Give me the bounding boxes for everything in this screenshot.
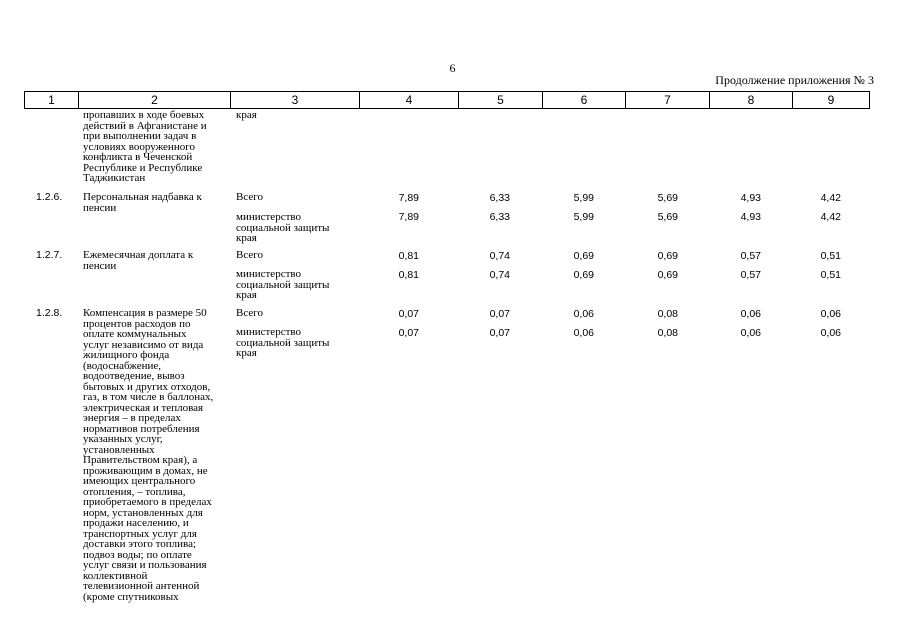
row-category-total: Всего [236,249,263,261]
value-total-col-7: 5,69 [657,192,678,204]
row-category-total: Всего [236,191,263,203]
value-total-col-9: 0,51 [820,250,841,262]
value-ministry-col-9: 0,51 [820,269,841,281]
value-ministry-col-4: 0,81 [398,269,419,281]
value-total-col-9: 4,42 [820,192,841,204]
row-description: Компенсация в размере 50 процентов расходов по оплате коммунальных услуг независимо от вида жилищного фонда (водоснабжение, водоотведение, вывоз бытовых и других отходов, газ, в том числе в баллонах, электрическая и тепловая энергия – в пределах нормативов потребления указанных услуг, установленных Правительством края), а проживающим в домах, не имеющих центрального отопления, – топлива, приобретаемого в пределах норм, установленных для продажи населению, и транспортных услуг для доставки этого топлива; подвоз воды; по оплате услуг связи и пользования коллективной телевизионной антенной (кроме спутниковых [83,307,214,603]
value-total-col-6: 5,99 [573,192,594,204]
row-category-ministry: министерство социальной защиты края [236,268,330,301]
row-index: 1.2.6. [36,191,63,203]
value-ministry-col-8: 0,06 [740,327,761,339]
carryover-description: пропавших в ходе боевых действий в Афганистане и при выполнении задач в условиях вооруженного конфликта в Чеченской Республике и Республике Таджикистан [83,109,207,184]
value-total-col-4: 0,81 [398,250,419,262]
value-ministry-col-4: 0,07 [398,327,419,339]
value-total-col-7: 0,69 [657,250,678,262]
value-ministry-col-6: 5,99 [573,211,594,223]
header-col-5: 5 [459,92,543,109]
value-total-col-5: 0,74 [489,250,510,262]
header-col-4: 4 [360,92,459,109]
value-ministry-col-6: 0,06 [573,327,594,339]
value-ministry-col-5: 0,74 [489,269,510,281]
value-ministry-col-7: 0,08 [657,327,678,339]
value-ministry-col-8: 0,57 [740,269,761,281]
value-ministry-col-5: 6,33 [489,211,510,223]
header-col-3: 3 [231,92,360,109]
header-col-8: 8 [710,92,793,109]
header-col-7: 7 [626,92,710,109]
value-total-col-5: 6,33 [489,192,510,204]
carryover-category: края [236,109,257,121]
row-category-ministry: министерство социальной защиты края [236,326,330,359]
header-col-9: 9 [793,92,870,109]
value-total-col-8: 4,93 [740,192,761,204]
value-total-col-8: 0,57 [740,250,761,262]
value-ministry-col-7: 5,69 [657,211,678,223]
page-number: 6 [449,61,456,75]
value-total-col-9: 0,06 [820,308,841,320]
value-total-col-6: 0,69 [573,250,594,262]
row-description: Персональная надбавка к пенсии [83,191,202,214]
header-col-2: 2 [79,92,231,109]
value-ministry-col-4: 7,89 [398,211,419,223]
value-total-col-5: 0,07 [489,308,510,320]
value-ministry-col-7: 0,69 [657,269,678,281]
value-total-col-8: 0,06 [740,308,761,320]
value-ministry-col-9: 4,42 [820,211,841,223]
header-col-1: 1 [25,92,79,109]
value-total-col-4: 7,89 [398,192,419,204]
row-description: Ежемесячная доплата к пенсии [83,249,194,272]
row-category-ministry: министерство социальной защиты края [236,211,330,244]
value-total-col-4: 0,07 [398,308,419,320]
value-total-col-7: 0,08 [657,308,678,320]
value-ministry-col-9: 0,06 [820,327,841,339]
value-total-col-6: 0,06 [573,308,594,320]
value-ministry-col-5: 0,07 [489,327,510,339]
row-index: 1.2.8. [36,307,63,319]
value-ministry-col-8: 4,93 [740,211,761,223]
header-col-6: 6 [543,92,626,109]
value-ministry-col-6: 0,69 [573,269,594,281]
row-index: 1.2.7. [36,249,63,261]
row-category-total: Всего [236,307,263,319]
continuation-label: Продолжение приложения № 3 [715,73,874,87]
